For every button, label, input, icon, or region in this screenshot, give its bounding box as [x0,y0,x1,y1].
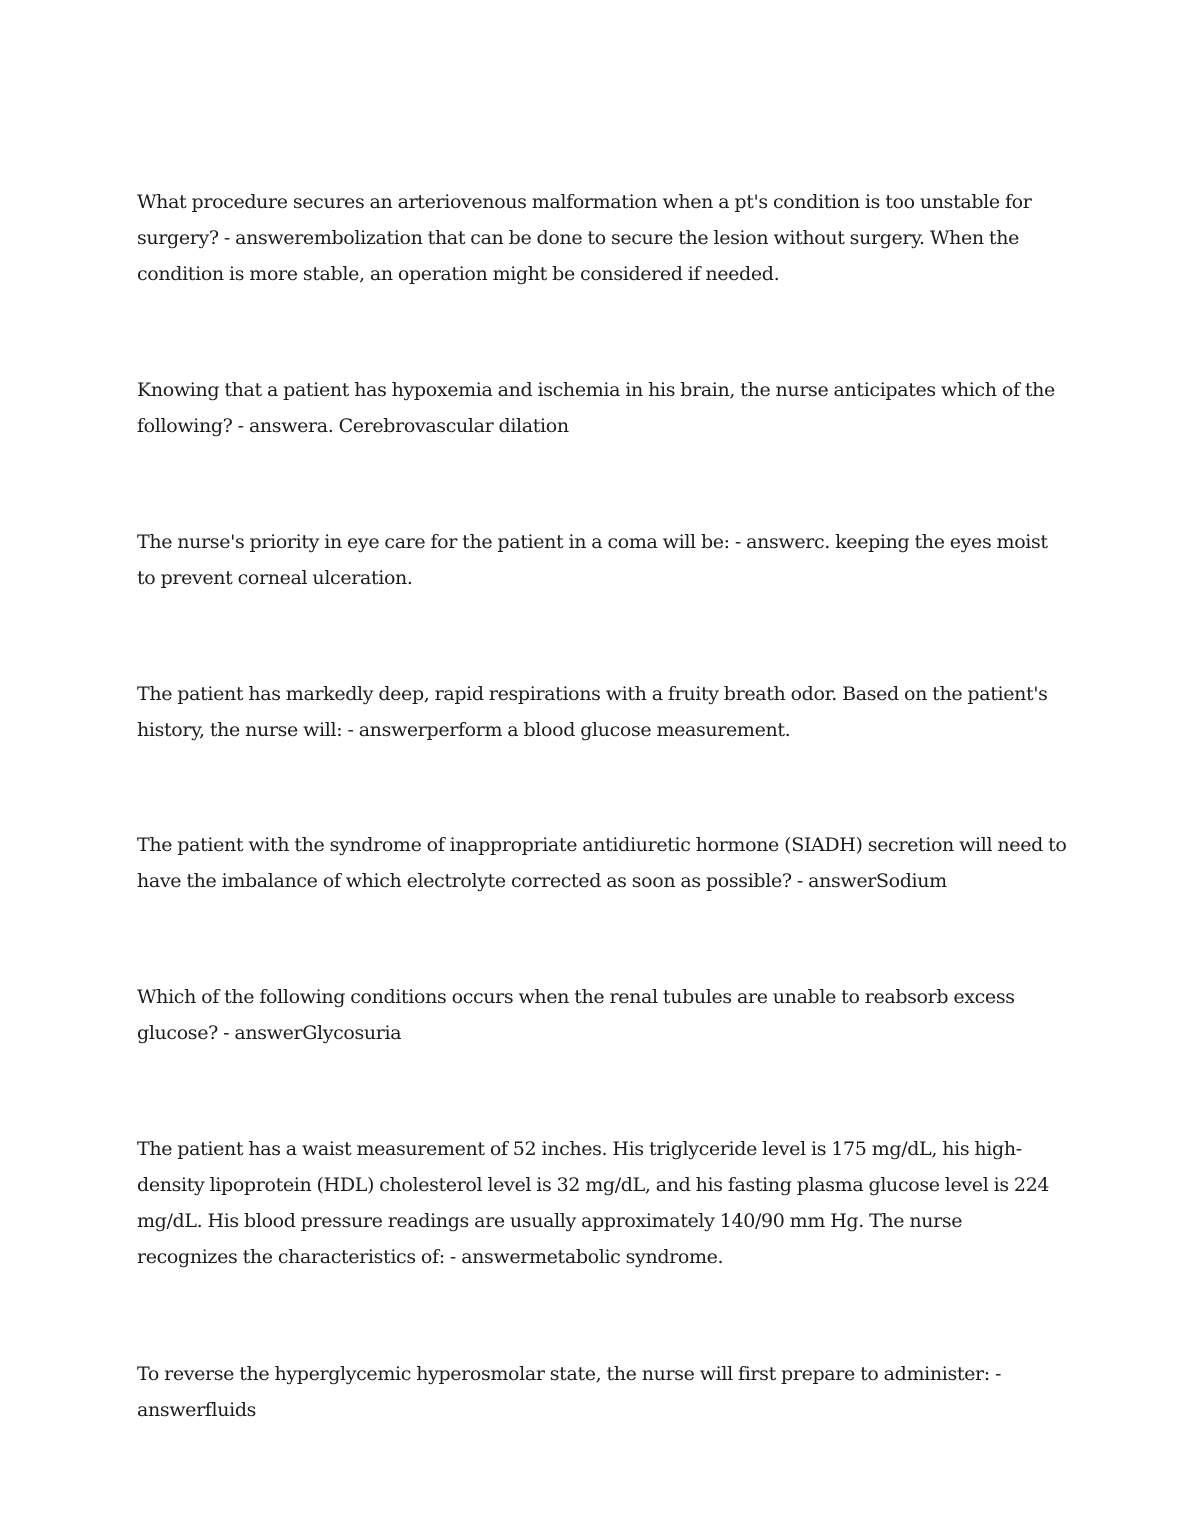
qa-item-hypoxemia-ischemia: Knowing that a patient has hypoxemia and ischemia in his brain, the nurse anticipates which of the following? - answera. Cerebrovascular dilation [137,379,1055,437]
qa-item-coma-eye-care: The nurse's priority in eye care for the patient in a coma will be: - answerc. keeping the eyes moist to prevent corneal ulceration. [137,531,1048,589]
qa-item-fruity-breath: The patient has markedly deep, rapid respirations with a fruity breath odor. Based on the patient's history, the nurse will: - answerperform a blood glucose measurement. [137,683,1048,741]
qa-item-hyperosmolar-state: To reverse the hyperglycemic hyperosmolar state, the nurse will first prepare to administer: - answerfluids [137,1363,1002,1421]
qa-item-arteriovenous-malformation: What procedure secures an arteriovenous malformation when a pt's condition is too unstable for surgery? - answerembolization that can be done to secure the lesion without surgery. When the condition is more stable, an operation might be considered if needed. [137,191,1032,285]
qa-item-glycosuria: Which of the following conditions occurs when the renal tubules are unable to reabsorb excess glucose? - answerGlycosuria [137,986,1015,1044]
qa-item-metabolic-syndrome: The patient has a waist measurement of 52 inches. His triglyceride level is 175 mg/dL, his high-density lipoprotein (HDL) cholesterol level is 32 mg/dL, and his fasting plasma glucose level is 224 mg/dL. His blood pressure readings are usually approximately 140/90 mm Hg. The nurse recognizes the characteristics of: - answermetabolic syndrome. [137,1138,1050,1268]
qa-item-siadh: The patient with the syndrome of inappropriate antidiuretic hormone (SIADH) secretion will need to have the imbalance of which electrolyte corrected as soon as possible? - answerSodium [137,834,1067,892]
